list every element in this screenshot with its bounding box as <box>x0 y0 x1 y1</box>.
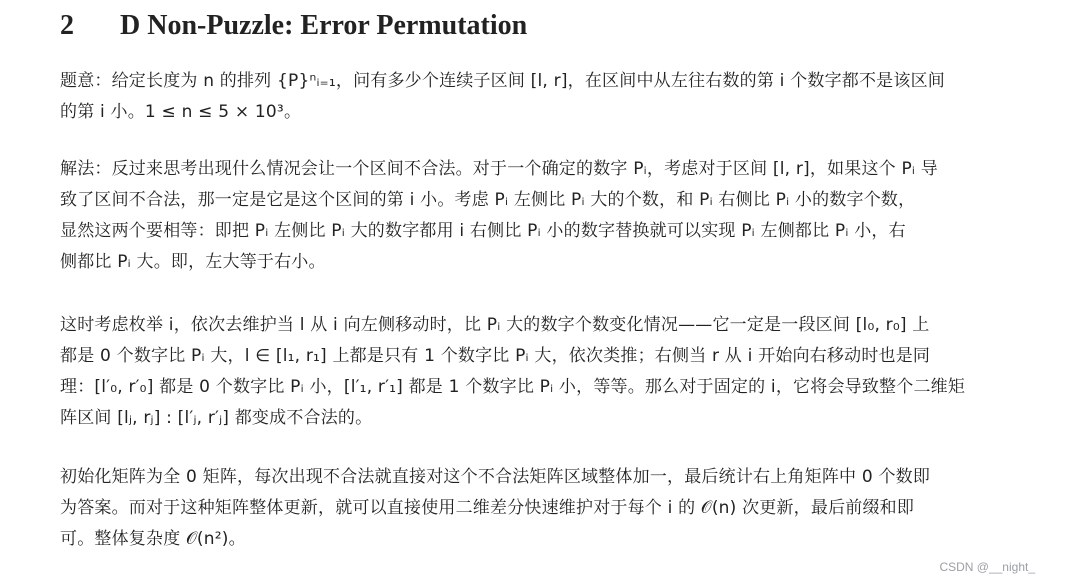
section-number: 2 <box>60 10 74 41</box>
text-line: 的第 i 小。1 ≤ n ≤ 5 × 10³。 <box>60 102 302 122</box>
problem-statement-paragraph <box>60 66 1060 128</box>
text-line: 显然这两个要相等：即把 Pᵢ 左侧比 Pᵢ 大的数字都用 i 右侧比 Pᵢ 小的数字替换就可以实现 Pᵢ 左侧都比 Pᵢ 小，右 <box>60 221 906 241</box>
text-line: 阵区间 [lⱼ, rⱼ] : [l′ⱼ, r′ⱼ] 都变成不合法的。 <box>60 408 373 428</box>
text-line: 初始化矩阵为全 0 矩阵，每次出现不合法就直接对这个不合法矩阵区域整体加一，最后统计右上角矩阵中 0 个数即 <box>60 467 931 487</box>
text-line: 致了区间不合法，那一定是它是这个区间的第 i 小。考虑 Pᵢ 左侧比 Pᵢ 大的个数，和 Pᵢ 右侧比 Pᵢ 小的数字个数， <box>60 190 916 210</box>
enumeration-paragraph <box>60 310 1060 434</box>
text-line: 理：[l′₀, r′₀] 都是 0 个数字比 Pᵢ 小，[l′₁, r′₁] 都是 1 个数字比 Pᵢ 小，等等。那么对于固定的 i，它将会导致整个二维矩 <box>60 377 966 397</box>
matrix-paragraph <box>60 462 1060 555</box>
text-line: 侧都比 Pᵢ 大。即，左大等于右小。 <box>60 252 326 272</box>
text-line: 为答案。而对于这种矩阵整体更新，就可以直接使用二维差分快速维护对于每个 i 的 𝒪(n) 次更新，最后前缀和即 <box>60 498 915 518</box>
text-line: 题意：给定长度为 n 的排列 {P}ⁿᵢ₌₁，问有多少个连续子区间 [l, r]，在区间中从左往右数的第 i 个数字都不是该区间 <box>60 71 945 91</box>
text-line: 这时考虑枚举 i，依次去维护当 l 从 i 向左侧移动时，比 Pᵢ 大的数字个数变化情况——它一定是一段区间 [l₀, r₀] 上 <box>60 315 930 335</box>
text-line: 解法：反过来思考出现什么情况会让一个区间不合法。对于一个确定的数字 Pᵢ，考虑对于区间 [l, r]，如果这个 Pᵢ 导 <box>60 159 938 179</box>
text-line: 都是 0 个数字比 Pᵢ 大，l ∈ [l₁, r₁] 上都是只有 1 个数字比 Pᵢ 大，依次类推；右侧当 r 从 i 开始向右移动时也是同 <box>60 346 931 366</box>
section-heading <box>60 10 527 42</box>
csdn-watermark: CSDN @__night_ <box>939 560 1035 574</box>
text-line: 可。整体复杂度 𝒪(n²)。 <box>60 529 246 549</box>
solution-paragraph <box>60 154 1060 278</box>
section-title: D Non-Puzzle: Error Permutation <box>120 10 528 41</box>
